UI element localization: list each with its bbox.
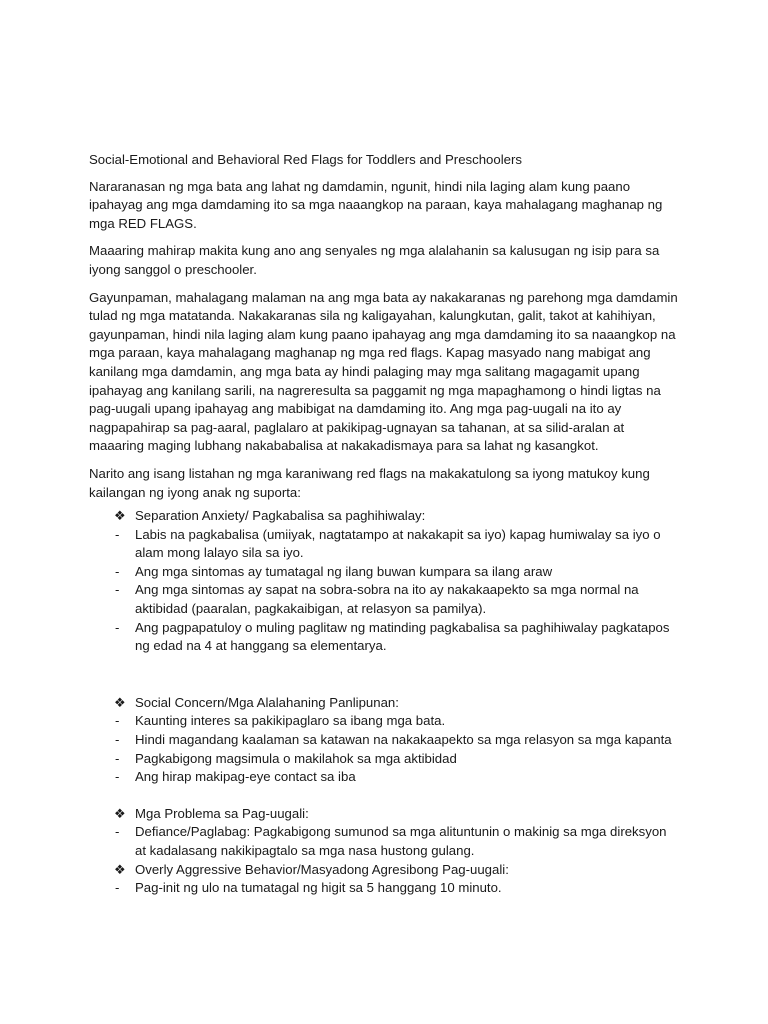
paragraph-feelings: Gayunpaman, mahalagang malaman na ang mga bata ay nakakaranas ng parehong mga damdamin tulad ng mga matatanda. Nakakaranas sila ng kaligayahan, kalungkutan, galit, takot at kahihiyan, gayunpaman, hindi nila laging alam kung paano ipahayag ang mga damdaming ito sa naaangkop na mga paraan, kaya mahalagang maghanap ng mga red flags. Kapag masyado nang mabigat ang kanilang mga damdamin, ang mga bata ay hindi palaging may mga salitang magagamit upang ipahayag ang kanilang sarili, na nagreresulta sa paggamit ng mga mapaghamong o hindi ligtas na pag-uugali upang ipahayag ang mabibigat na damdaming ito. Ang mga pag-uugali na ito ay nagpapahirap sa pag-aaral, paglalaro at pakikipag-ugnayan sa tahanan, at sa silid-aralan at maaaring maging lubhang nakababalisa at nakakadismaya para sa lahat ng kasangkot. bbox=[89, 289, 678, 454]
section-aggressive-behavior bbox=[89, 861, 681, 898]
document-title: Social-Emotional and Behavioral Red Flags for Toddlers and Preschoolers bbox=[89, 152, 522, 167]
heading-text: Mga Problema sa Pag-uugali: bbox=[135, 805, 309, 821]
spacer bbox=[89, 656, 681, 694]
list-item-text: Pagkabigong magsimula o makilahok sa mga aktibidad bbox=[135, 750, 457, 766]
list-item bbox=[89, 750, 681, 769]
section-heading bbox=[89, 861, 681, 880]
list-item bbox=[89, 879, 681, 898]
diamond-bullet-icon: ❖ bbox=[114, 805, 126, 821]
list-item-text: Kaunting interes sa pakikipaglaro sa ibang mga bata. bbox=[135, 713, 446, 729]
list-item-text: Labis na pagkabalisa (umiiyak, nagtatampo at nakakapit sa iyo) kapag humiwalay sa iyo o alam mong lalayo sila sa iyo. bbox=[135, 526, 661, 561]
dash-bullet: - bbox=[115, 582, 120, 598]
dash-bullet: - bbox=[115, 526, 120, 542]
dash-bullet: - bbox=[115, 750, 120, 766]
list-item bbox=[89, 731, 681, 750]
dash-bullet: - bbox=[115, 824, 120, 840]
dash-bullet: - bbox=[115, 880, 120, 896]
list-item bbox=[89, 712, 681, 731]
dash-bullet: - bbox=[115, 619, 120, 635]
heading-text: Social Concern/Mga Alalahaning Panlipunan: bbox=[135, 694, 399, 710]
list-item-text: Hindi magandang kaalaman sa katawan na nakakaapekto sa mga relasyon sa mga kapanta bbox=[135, 732, 672, 748]
list-item bbox=[89, 768, 681, 787]
list-item bbox=[89, 823, 681, 860]
dash-bullet: - bbox=[115, 563, 120, 579]
section-social-concern bbox=[89, 694, 681, 787]
list-item bbox=[89, 526, 681, 563]
list-item-text: Pag-init ng ulo na tumatagal ng higit sa 5 hanggang 10 minuto. bbox=[135, 880, 502, 896]
diamond-bullet-icon: ❖ bbox=[114, 694, 126, 710]
list-item-text: Defiance/Paglabag: Pagkabigong sumunod sa mga alituntunin o makinig sa mga direksyon at kadalasang nakikipagtalo sa mga nasa hustong gulang. bbox=[135, 824, 667, 858]
list-item-text: Ang mga sintomas ay sapat na sobra-sobra na ito ay nakakaapekto sa mga normal na aktibidad (paaralan, pagkakaibigan, at relasyon sa pamilya). bbox=[135, 582, 639, 617]
dash-bullet: - bbox=[115, 732, 120, 748]
dash-bullet: - bbox=[115, 713, 120, 729]
dash-bullet: - bbox=[115, 769, 120, 785]
diamond-bullet-icon: ❖ bbox=[114, 861, 126, 877]
paragraph-intro: Nararanasan ng mga bata ang lahat ng damdamin, ngunit, hindi nila laging alam kung paano ipahayag ang mga damdaming ito sa mga naaangkop na paraan, kaya mahalagang maghanap ng mga RED FLAGS. bbox=[89, 178, 663, 231]
diamond-bullet-icon: ❖ bbox=[114, 508, 126, 524]
list-item-text: Ang pagpapatuloy o muling paglitaw ng matinding pagkabalisa sa paghihiwalay pagkatapos ng edad na 4 at hanggang sa elementarya. bbox=[135, 619, 670, 654]
heading-text: Overly Aggressive Behavior/Masyadong Agresibong Pag-uugali: bbox=[135, 861, 509, 877]
list-item bbox=[89, 581, 681, 618]
section-behavior-problems bbox=[89, 805, 681, 861]
section-heading bbox=[89, 507, 681, 526]
spacer bbox=[89, 787, 681, 805]
list-item bbox=[89, 619, 681, 656]
paragraph-signs: Maaaring mahirap makita kung ano ang senyales ng mga alalahanin sa kalusugan ng isip para sa iyong sanggol o preschooler. bbox=[89, 243, 660, 277]
list-item-text: Ang mga sintomas ay tumatagal ng ilang buwan kumpara sa ilang araw bbox=[135, 563, 553, 579]
section-heading bbox=[89, 805, 681, 824]
section-heading bbox=[89, 694, 681, 713]
section-separation-anxiety bbox=[89, 507, 681, 656]
document-content bbox=[89, 151, 681, 898]
paragraph-list-intro: Narito ang isang listahan ng mga karaniwang red flags na makakatulong sa iyong matukoy kung kailangan ng iyong anak ng suporta: bbox=[89, 465, 650, 500]
list-item-text: Ang hirap makipag-eye contact sa iba bbox=[135, 769, 356, 785]
heading-text: Separation Anxiety/ Pagkabalisa sa paghihiwalay: bbox=[135, 508, 426, 524]
list-item bbox=[89, 563, 681, 582]
